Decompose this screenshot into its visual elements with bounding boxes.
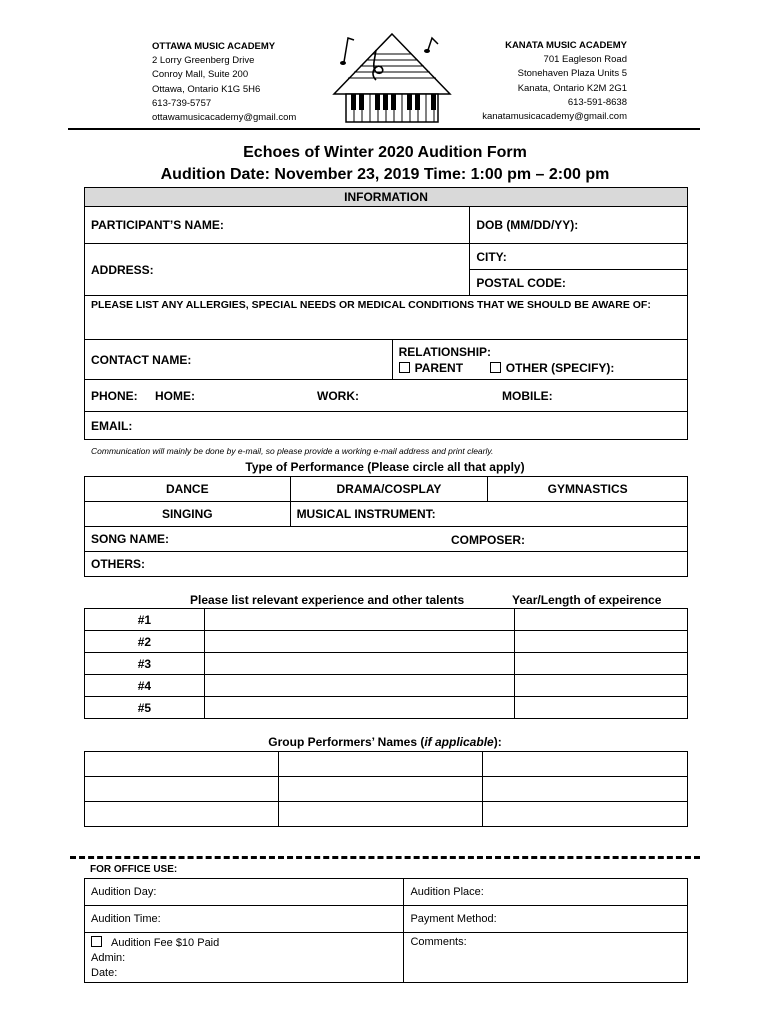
experience-row-label: #5 <box>85 697 205 719</box>
performer-name-cell[interactable] <box>278 802 483 827</box>
piano-logo-icon <box>332 32 452 124</box>
experience-row-label: #3 <box>85 653 205 675</box>
group-heading-prefix: Group Performers’ Names ( <box>268 735 425 749</box>
other-label: OTHER (SPECIFY): <box>505 360 615 375</box>
group-heading-italic: if applicable <box>424 735 494 749</box>
composer-label: COMPOSER: <box>451 533 526 547</box>
relationship-label: RELATIONSHIP: <box>398 344 492 359</box>
song-composer-row[interactable] <box>85 527 688 552</box>
experience-length-cell[interactable] <box>515 697 688 719</box>
contact-name-field[interactable]: CONTACT NAME: <box>85 340 393 380</box>
performer-name-cell[interactable] <box>278 777 483 802</box>
parent-checkbox[interactable] <box>399 362 410 373</box>
performer-name-cell[interactable] <box>483 802 688 827</box>
allergies-field[interactable]: PLEASE LIST ANY ALLERGIES, SPECIAL NEEDS OR MEDICAL CONDITIONS THAT WE SHOULD BE AWARE OF: <box>85 296 688 340</box>
singing-option[interactable]: SINGING <box>85 502 291 527</box>
performer-name-cell[interactable] <box>85 802 279 827</box>
fee-paid-checkbox[interactable] <box>91 936 102 947</box>
phone-label: PHONE: <box>91 388 138 403</box>
experience-cell[interactable] <box>204 631 514 653</box>
experience-length-cell[interactable] <box>515 653 688 675</box>
payment-method-field[interactable]: Payment Method: <box>404 906 688 933</box>
gymnastics-option[interactable]: GYMNASTICS <box>488 477 688 502</box>
kanata-email: kanatamusicacademy@gmail.com <box>482 111 627 123</box>
ottawa-address-block <box>152 40 296 125</box>
ottawa-line2: Conroy Mall, Suite 200 <box>152 69 249 81</box>
others-field[interactable]: OTHERS: <box>85 552 688 577</box>
address-field[interactable]: ADDRESS: <box>85 244 470 296</box>
experience-length-heading: Year/Length of expeirence <box>512 593 662 607</box>
fee-admin-cell[interactable] <box>85 933 404 983</box>
email-note: Communication will mainly be done by e-mail, so please provide a working e-mail address and print clearly. <box>91 446 494 456</box>
ottawa-phone: 613-739-5757 <box>152 97 212 109</box>
experience-row-label: #4 <box>85 675 205 697</box>
dob-field[interactable]: DOB (MM/DD/YY): <box>470 207 688 244</box>
performer-name-cell[interactable] <box>483 752 688 777</box>
performer-name-cell[interactable] <box>85 752 279 777</box>
ottawa-email: ottawamusicacademy@gmail.com <box>152 112 297 124</box>
performer-name-cell[interactable] <box>85 777 279 802</box>
experience-length-cell[interactable] <box>515 675 688 697</box>
header-divider <box>68 128 700 130</box>
audition-place-field[interactable]: Audition Place: <box>404 879 688 906</box>
experience-length-cell[interactable] <box>515 631 688 653</box>
fee-paid-label: Audition Fee $10 Paid <box>111 937 220 949</box>
ottawa-name: OTTAWA MUSIC ACADEMY <box>152 41 276 52</box>
city-field[interactable]: CITY: <box>470 244 688 270</box>
experience-heading: Please list relevant experience and other talents <box>190 593 465 607</box>
kanata-name: KANATA MUSIC ACADEMY <box>505 40 627 51</box>
experience-row-label: #2 <box>85 631 205 653</box>
office-use-table <box>84 878 688 983</box>
audition-date-line: Audition Date: November 23, 2019 Time: 1:00 pm – 2:00 pm <box>160 166 610 183</box>
kanata-phone: 613-591-8638 <box>567 96 627 108</box>
song-name-label: SONG NAME: <box>91 532 169 546</box>
drama-option[interactable]: DRAMA/COSPLAY <box>290 477 488 502</box>
other-checkbox[interactable] <box>490 362 501 373</box>
email-field[interactable]: EMAIL: <box>85 412 688 440</box>
instrument-field[interactable]: MUSICAL INSTRUMENT: <box>290 502 687 527</box>
postal-code-field[interactable]: POSTAL CODE: <box>470 270 688 296</box>
group-performers-heading <box>0 735 770 749</box>
experience-table <box>84 608 688 719</box>
experience-cell[interactable] <box>204 653 514 675</box>
dance-option[interactable]: DANCE <box>85 477 291 502</box>
work-phone-label: WORK: <box>317 389 359 403</box>
form-title: Echoes of Winter 2020 Audition Form <box>243 144 527 161</box>
kanata-line2: Stonehaven Plaza Units 5 <box>517 68 627 80</box>
comments-field[interactable]: Comments: <box>404 933 688 983</box>
experience-cell[interactable] <box>204 697 514 719</box>
office-use-heading: FOR OFFICE USE: <box>90 864 178 875</box>
performer-name-cell[interactable] <box>483 777 688 802</box>
group-heading-suffix: ): <box>493 735 502 749</box>
experience-row-label: #1 <box>85 609 205 631</box>
participant-name-field[interactable]: PARTICIPANT’S NAME: <box>85 207 470 244</box>
ottawa-line1: 2 Lorry Greenberg Drive <box>152 55 255 67</box>
audition-time-field[interactable]: Audition Time: <box>85 906 404 933</box>
kanata-line3: Kanata, Ontario K2M 2G1 <box>517 82 627 94</box>
experience-cell[interactable] <box>204 675 514 697</box>
audition-day-field[interactable]: Audition Day: <box>85 879 404 906</box>
relationship-field[interactable] <box>392 340 687 380</box>
group-performers-table <box>84 751 688 827</box>
ottawa-line3: Ottawa, Ontario K1G 5H6 <box>152 83 261 95</box>
kanata-line1: 701 Eagleson Road <box>543 54 627 66</box>
phone-row[interactable] <box>85 380 688 412</box>
date-label: Date: <box>91 967 118 979</box>
information-header: INFORMATION <box>85 188 688 207</box>
mobile-phone-label: MOBILE: <box>502 389 553 403</box>
performance-heading: Type of Performance (Please circle all that apply) <box>245 460 525 474</box>
admin-label: Admin: <box>91 952 126 964</box>
experience-length-cell[interactable] <box>515 609 688 631</box>
parent-label: PARENT <box>414 360 464 375</box>
performer-name-cell[interactable] <box>278 752 483 777</box>
information-table <box>84 187 688 440</box>
office-cut-line <box>70 856 700 859</box>
experience-cell[interactable] <box>204 609 514 631</box>
kanata-address-block <box>455 39 627 124</box>
performance-table <box>84 476 688 577</box>
home-phone-label: HOME: <box>155 389 195 403</box>
